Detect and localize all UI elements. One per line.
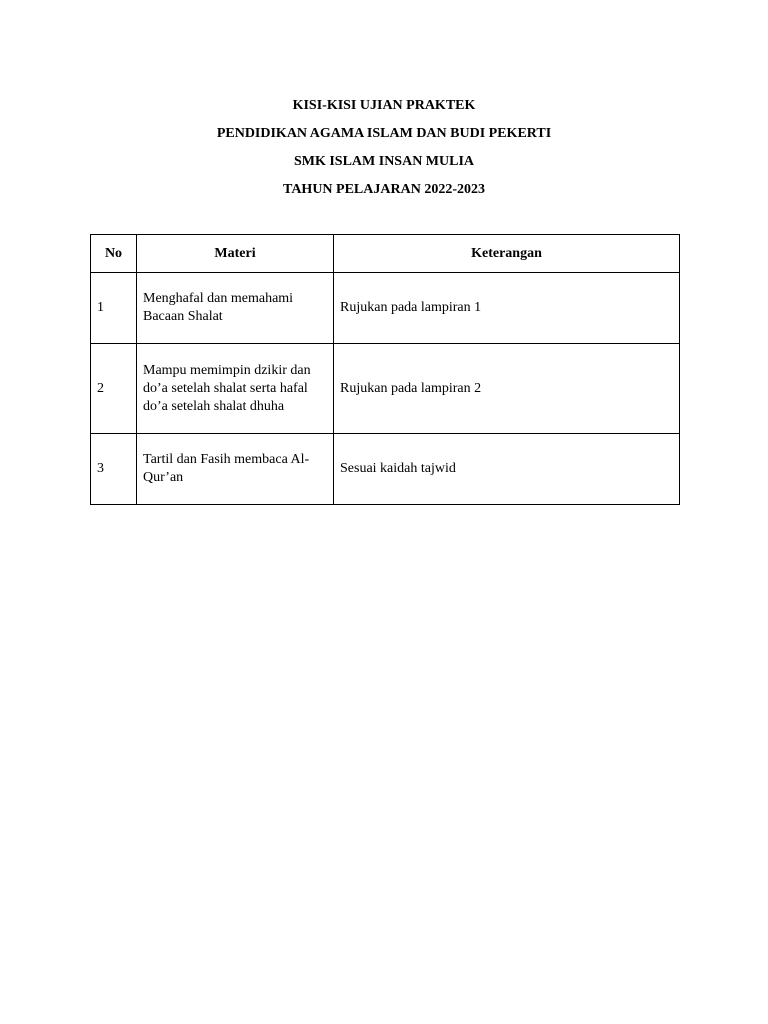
table-row: [91, 434, 680, 505]
kisi-kisi-table: [90, 234, 680, 505]
materi-line: Tartil dan Fasih membaca Al-: [143, 452, 310, 467]
cell-materi: [137, 344, 334, 434]
materi-line: Menghafal dan memahami: [143, 291, 294, 306]
column-header-materi: Materi: [137, 235, 334, 273]
materi-line: Bacaan Shalat: [143, 309, 223, 324]
materi-line: Mampu memimpin dzikir dan: [143, 362, 311, 378]
heading-title: KISI-KISI UJIAN PRAKTEK: [292, 98, 476, 113]
cell-no: 2: [91, 344, 137, 434]
materi-line: do’a setelah shalat serta hafal: [143, 380, 308, 396]
heading-subject: PENDIDIKAN AGAMA ISLAM DAN BUDI PEKERTI: [216, 126, 552, 141]
cell-keterangan: Rujukan pada lampiran 1: [334, 273, 680, 344]
cell-materi: [137, 434, 334, 505]
cell-no: 3: [91, 434, 137, 505]
heading-school: SMK ISLAM INSAN MULIA: [293, 154, 475, 169]
cell-keterangan: Rujukan pada lampiran 2: [334, 344, 680, 434]
cell-keterangan: Sesuai kaidah tajwid: [334, 434, 680, 505]
materi-line: Qur’an: [143, 470, 184, 485]
table-row: [91, 344, 680, 434]
cell-no: 1: [91, 273, 137, 344]
materi-line: do’a setelah shalat dhuha: [143, 398, 285, 414]
table-row: [91, 273, 680, 344]
table-header-row: [91, 235, 680, 273]
document-heading: [0, 92, 768, 204]
column-header-keterangan: Keterangan: [334, 235, 680, 273]
cell-materi: [137, 273, 334, 344]
column-header-no: No: [91, 235, 137, 273]
heading-academic-year: TAHUN PELAJARAN 2022-2023: [283, 182, 485, 197]
